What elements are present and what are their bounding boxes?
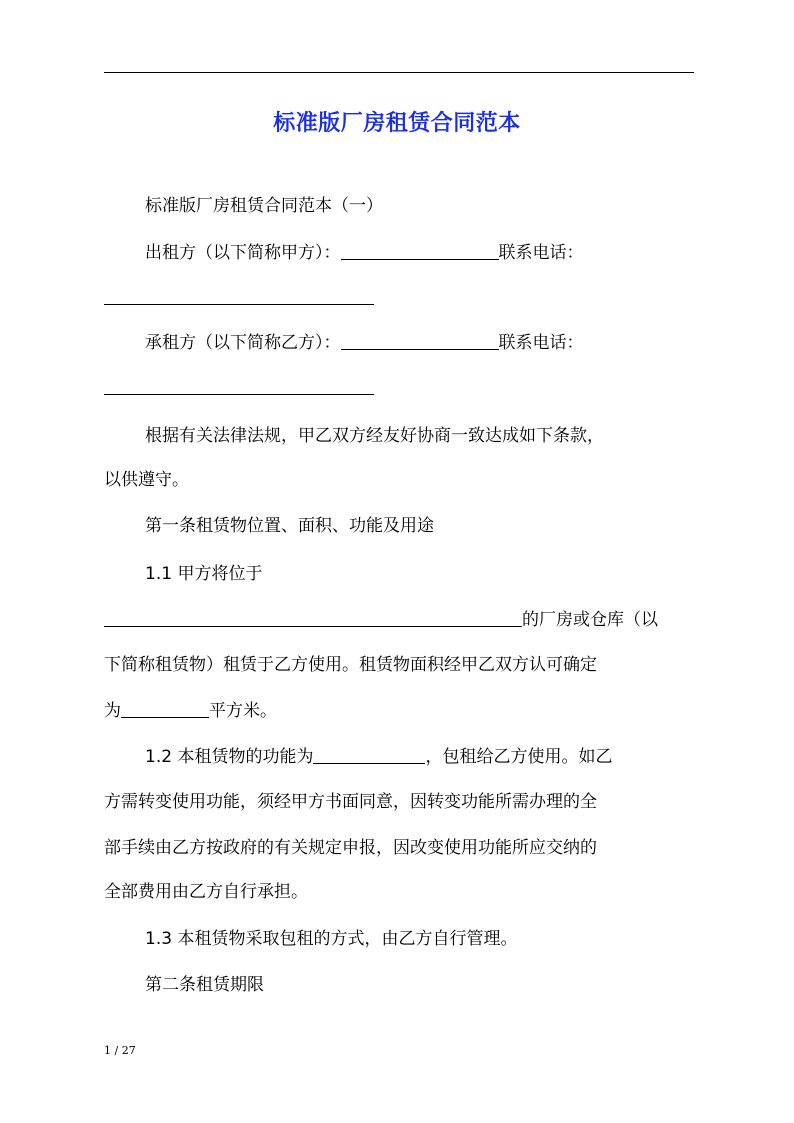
intro-line-2: 以供遵守。 xyxy=(104,470,189,490)
clause-1-1-line-2: 的厂房或仓库（以 xyxy=(104,610,694,630)
lessor-phone-line xyxy=(104,288,694,308)
lessee-phone-blank[interactable] xyxy=(104,378,374,395)
document-title: 标准版厂房租赁合同范本 xyxy=(273,111,521,136)
clause-1-2-line-3: 部手续由乙方按政府的有关规定申报，因改变使用功能所应交纳的 xyxy=(104,838,597,858)
clause-1-2-line-2: 方需转变使用功能，须经甲方书面同意，因转变功能所需办理的全 xyxy=(104,792,597,812)
clause-1-1-line-4: 为 平方米。 xyxy=(104,701,277,721)
lessor-name-blank[interactable] xyxy=(341,243,499,260)
area-blank[interactable] xyxy=(121,701,209,718)
subtitle: 标准版厂房租赁合同范本（一） xyxy=(145,196,383,216)
clause-1-3: 1.3 本租赁物采取包租的方式，由乙方自行管理。 xyxy=(145,929,518,949)
lessee-name-blank[interactable] xyxy=(341,333,499,350)
intro-line-1: 根据有关法律法规，甲乙双方经友好协商一致达成如下条款， xyxy=(145,426,604,446)
lessee-phone-line xyxy=(104,378,694,398)
clause-1-2-line-4: 全部费用由乙方自行承担。 xyxy=(104,882,308,902)
article-2-heading: 第二条租赁期限 xyxy=(145,975,264,995)
function-blank[interactable] xyxy=(313,747,425,764)
location-blank[interactable] xyxy=(104,610,522,627)
lessor-line: 出租方（以下简称甲方）： 联系电话： xyxy=(145,243,584,263)
clause-1-1-line-1: 1.1 甲方将位于 xyxy=(145,564,263,584)
article-1-heading: 第一条租赁物位置、面积、功能及用途 xyxy=(145,516,434,536)
clause-1-2-line-1: 1.2 本租赁物的功能为 ，包租给乙方使用。如乙 xyxy=(145,747,613,767)
clause-1-1-line-3: 下简称租赁物）租赁于乙方使用。租赁物面积经甲乙双方认可确定 xyxy=(104,655,597,675)
page-indicator: 1 / 27 xyxy=(104,1044,136,1057)
header-rule xyxy=(104,72,694,73)
lessee-line: 承租方（以下简称乙方）： 联系电话： xyxy=(145,333,584,353)
lessor-phone-blank[interactable] xyxy=(104,288,374,305)
